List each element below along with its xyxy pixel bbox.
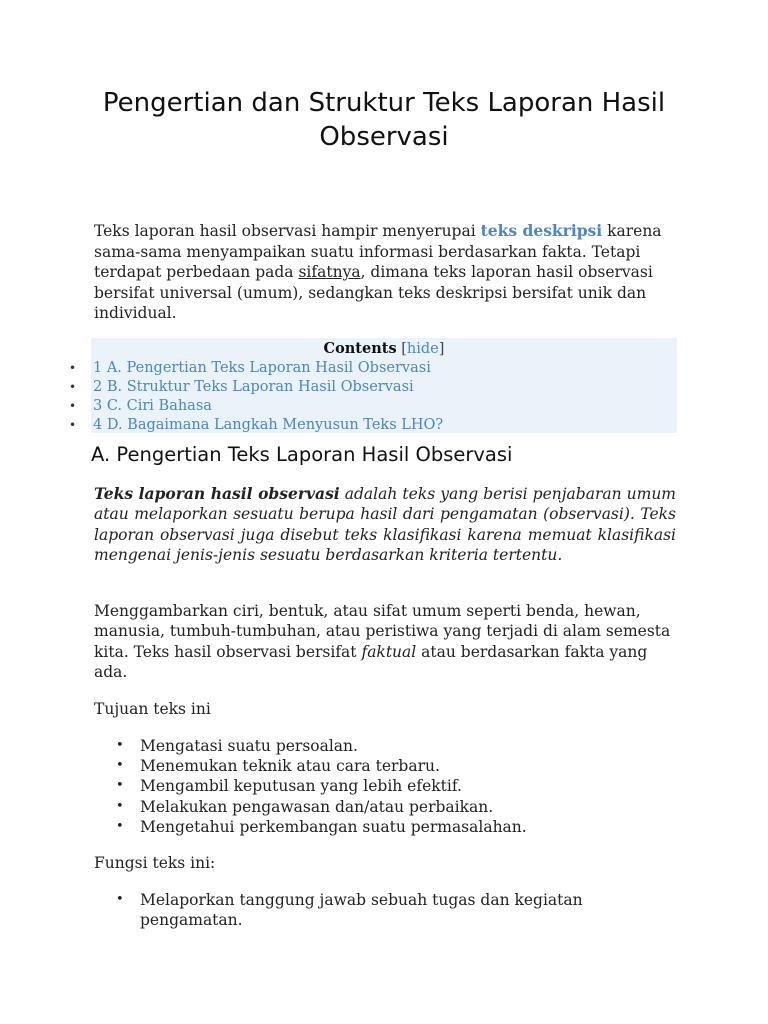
definition-paragraph <box>94 484 676 566</box>
intro-text-2: karena sama-sama menyampaikan suatu informasi berdasarkan fakta. Tetapi terdapat perbedaan pada <box>94 222 662 281</box>
toc-header <box>91 339 677 359</box>
tujuan-item: • Mengatasi suatu persoalan. <box>140 736 660 756</box>
fungsi-label: Fungsi teks ini: <box>94 854 216 872</box>
toc-item-struktur[interactable]: • 2 B. Struktur Teks Laporan Hasil Observasi <box>91 378 677 397</box>
tujuan-item: • Melakukan pengawasan dan/atau perbaikan. <box>140 797 660 817</box>
toc-title: Contents <box>323 340 397 357</box>
toc-item-ciri-bahasa[interactable]: • 3 C. Ciri Bahasa <box>91 397 677 416</box>
toc-list <box>91 359 677 435</box>
toc-hide-link[interactable]: hide <box>406 341 439 357</box>
description-text-2: atau berdasarkan fakta yang ada. <box>94 642 648 682</box>
teks-deskripsi-link[interactable]: teks deskripsi <box>480 221 603 240</box>
tujuan-item: • Menemukan teknik atau cara terbaru. <box>140 756 660 776</box>
intro-paragraph <box>94 221 674 324</box>
toc-bracket-open: [ <box>396 341 407 357</box>
table-of-contents <box>91 338 677 433</box>
intro-text-3: , dimana teks laporan hasil observasi bersifat universal (umum), sedangkan teks deskripsi bersifat unik dan individual. <box>94 263 653 322</box>
intro-text-1: Teks laporan hasil observasi hampir menyerupai <box>94 222 481 240</box>
definition-term: Teks laporan hasil observasi <box>94 484 340 503</box>
definition-text: adalah teks yang berisi penjabaran umum atau melaporkan sesuatu berupa hasil dari pengamatan (observasi). Teks laporan observasi juga disebut teks klasifikasi karena memuat klasifikasi mengenai jenis-jenis sesuatu berdasarkan kriteria tertentu. <box>94 485 676 565</box>
sifatnya-underlined: sifatnya <box>298 263 361 281</box>
section-a-heading: A. Pengertian Teks Laporan Hasil Observasi <box>91 443 513 466</box>
description-paragraph <box>94 601 674 683</box>
tujuan-list <box>140 736 660 837</box>
tujuan-item: • Mengetahui perkembangan suatu permasalahan. <box>140 817 660 837</box>
toc-bracket-close: ] <box>438 341 445 357</box>
page-title: Pengertian dan Struktur Teks Laporan Hasil Observasi <box>102 88 666 152</box>
toc-item-langkah[interactable]: • 4 D. Bagaimana Langkah Menyusun Teks LHO? <box>91 416 677 435</box>
tujuan-item: • Mengambil keputusan yang lebih efektif. <box>140 776 660 796</box>
fungsi-list <box>140 890 610 930</box>
tujuan-label: Tujuan teks ini <box>94 700 211 718</box>
fungsi-item: • Melaporkan tanggung jawab sebuah tugas dan kegiatan pengamatan. <box>140 890 610 930</box>
toc-item-pengertian[interactable]: • 1 A. Pengertian Teks Laporan Hasil Observasi <box>91 359 677 378</box>
faktual-italic: faktual <box>361 642 417 661</box>
description-text-1: Menggambarkan ciri, bentuk, atau sifat umum seperti benda, hewan, manusia, tumbuh-tumbuhan, atau peristiwa yang terjadi di alam semesta kita. Teks hasil observasi bersifat <box>94 602 671 661</box>
